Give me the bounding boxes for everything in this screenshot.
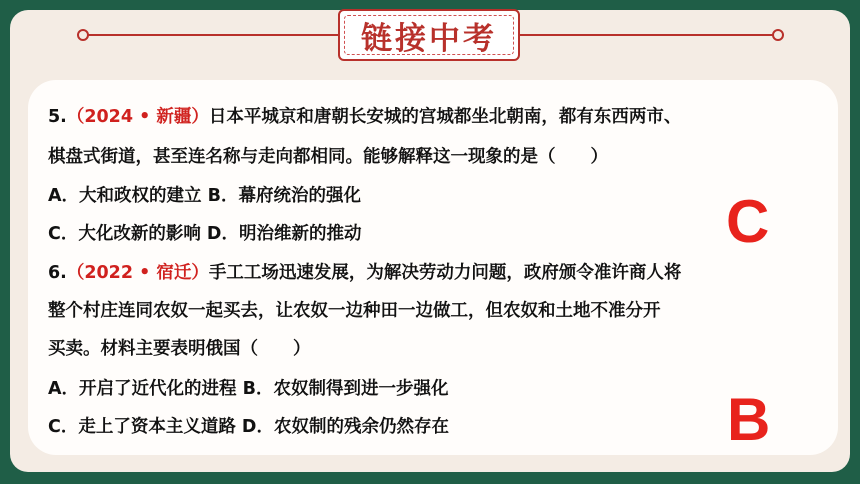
title-rule-left [85,34,340,36]
q5-options-ab: A．大和政权的建立 B．幕府统治的强化 [48,186,361,206]
page-title: 链接中考 [361,20,497,57]
q6-stem-3: 买卖。材料主要表明俄国（ ） [48,339,311,359]
title-rule-dot-right [772,29,784,41]
q6-number: 6. [48,263,67,283]
q6-line-1 [48,259,681,284]
q5-stem-2: 棋盘式街道，甚至连名称与走向都相同。能够解释这一现象的是（ ） [48,147,608,167]
title-box [338,9,520,61]
q6-stem-2: 整个村庄连同农奴一起买去，让农奴一边种田一边做工，但农奴和土地不准分开 [48,301,661,321]
q5-stem-1: 日本平城京和唐朝长安城的宫城都坐北朝南，都有东西两市、 [208,107,682,127]
q5-source: （2024 • 新疆） [66,107,209,127]
q5-options-cd: C．大化改新的影响 D．明治维新的推动 [48,224,362,244]
q6-options-ab: A．开启了近代化的进程 B．农奴制得到进一步强化 [48,379,449,399]
title-rule-dot-left [77,29,89,41]
q6-source: （2022 • 宿迁） [66,263,209,283]
q5-number: 5. [48,107,67,127]
q5-answer: C [726,188,770,255]
q6-answer: B [727,386,771,453]
q6-options-cd: C．走上了资本主义道路 D．农奴制的残余仍然存在 [48,417,449,437]
q5-line-1 [48,103,681,128]
title-rule-right [518,34,776,36]
q6-stem-1: 手工工场迅速发展，为解决劳动力问题，政府颁令准许商人将 [208,263,682,283]
